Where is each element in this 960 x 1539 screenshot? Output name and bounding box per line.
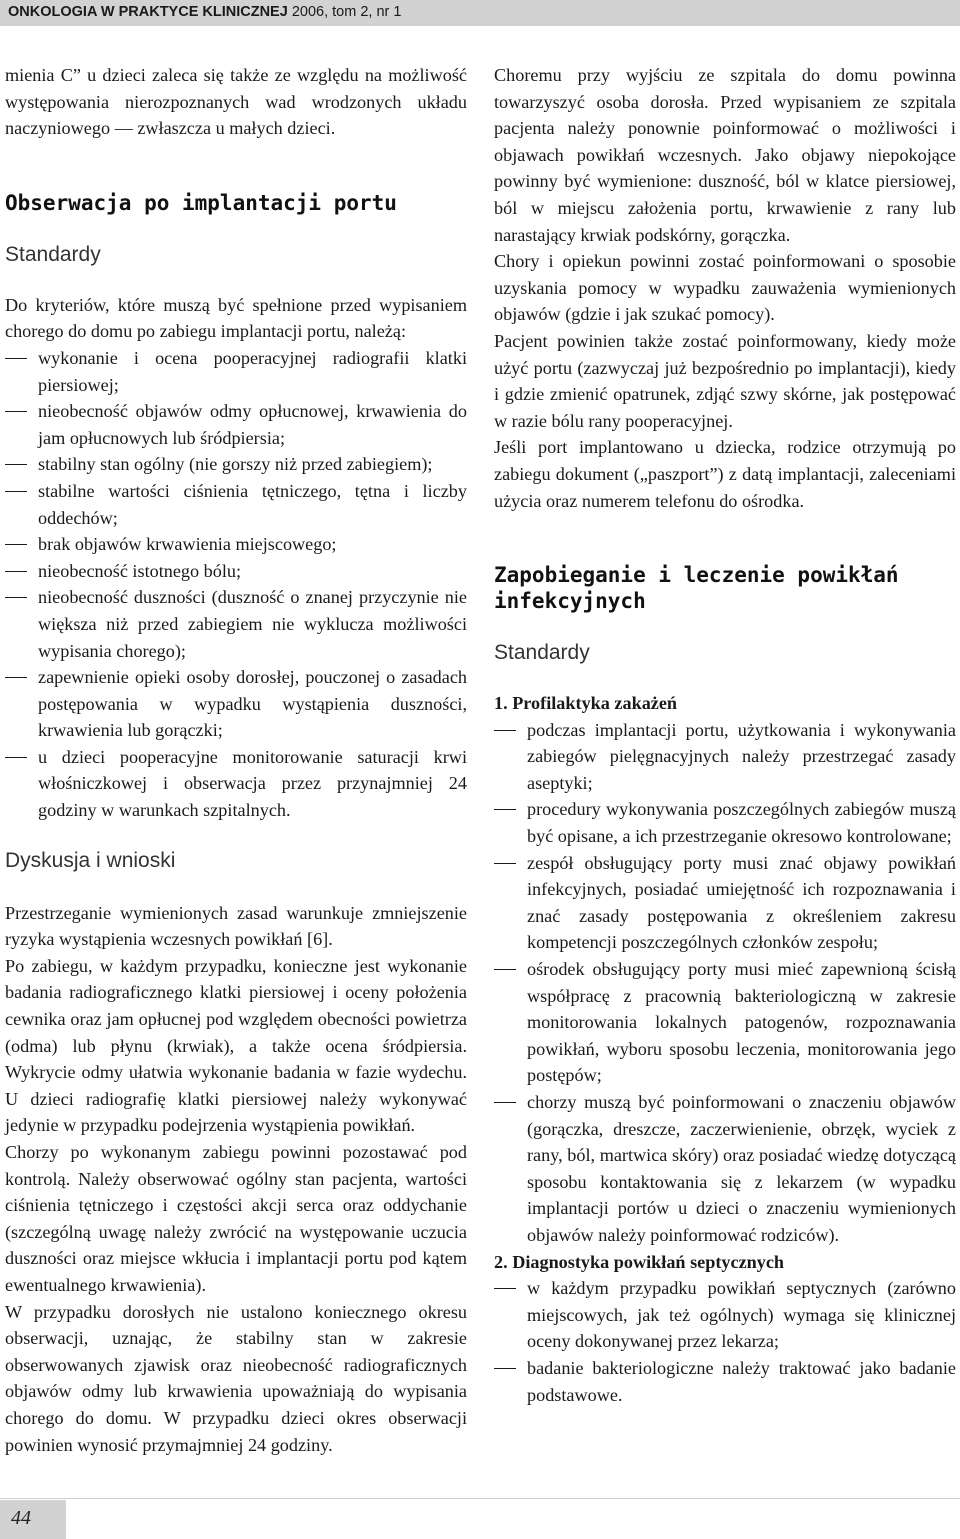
list-item: zespół obsługujący porty musi znać objawy powikłań infekcyjnych, posiadać umiejętność ich rozpoznawania i znać zasady postępowania z określeniem zakresu kompetencji poszczególnych członków zespołu; — [494, 850, 956, 956]
list-item: chorzy muszą być poinformowani o znaczeniu objawów (gorączka, dreszcze, zaczerwienienie, obrzęk, wyciek z rany, ból, martwica skóry) oraz posiadać wiedzę dotyczącą sposobu kontaktowania się z lekarzem (w wypadku implantacji portów u dzieci o znaczeniu wymienionych objawów należy poinformować rodziców). — [494, 1089, 956, 1249]
page-number: 44 — [11, 1507, 31, 1529]
criteria-list — [5, 345, 467, 824]
list-item: wykonanie i ocena pooperacyjnej radiografii klatki piersiowej; — [5, 345, 467, 398]
list-item: nieobecność duszności (duszność o znanej przyczynie nie większa niż przed zabiegiem nie wyklucza możliwości wypisania chorego); — [5, 584, 467, 664]
prevention-list — [494, 717, 956, 1249]
intro-paragraph: mienia C” u dzieci zaleca się także ze względu na możliwość występowania nierozpoznanych wad wrodzonych układu naczyniowego — zwłaszcza u małych dzieci. — [5, 65, 467, 139]
list-item: nieobecność objawów odmy opłucnowej, krwawienia do jam opłucnowych lub śródpiersia; — [5, 398, 467, 451]
body-paragraph: Jeśli port implantowano u dziecka, rodzice otrzymują po zabiegu dokument („paszport”) z datą implantacji, zaleceniami użycia oraz numerem telefonu do ośrodka. — [494, 437, 956, 511]
criteria-intro: Do kryteriów, które muszą być spełnione przed wypisaniem chorego do domu po zabiegu implantacji portu, należą: — [5, 294, 467, 342]
body-paragraph: Pacjent powinien także zostać poinformowany, kiedy może użyć portu (zazwyczaj już bezpośrednio po implantacji), kiedy i gdzie zmienić opatrunek, zdjąć szwy skórne, jak postępować w razie bólu rany pooperacyjnej. — [494, 330, 956, 431]
footer-divider — [0, 1498, 960, 1499]
list-item: podczas implantacji portu, użytkowania i wykonywania zabiegów pielęgnacyjnych należy przestrzegać zasady aseptyki; — [494, 717, 956, 797]
subheading-discussion: Dyskusja i wnioski — [5, 848, 176, 872]
right-column — [494, 62, 956, 1408]
journal-name: ONKOLOGIA W PRAKTYCE KLINICZNEJ — [8, 4, 288, 20]
list-item: badanie bakteriologiczne należy traktować jako badanie podstawowe. — [494, 1355, 956, 1408]
discussion-paragraph: Po zabiegu, w każdym przypadku, konieczne jest wykonanie badania radiograficznego klatki piersiowej i oceny położenia cewnika oraz jam opłucnej pod względem obecności powietrza (odma) lub płynu (krwiak), a także ocena śródpiersia. Wykrycie odmy ułatwia wykonanie badania w fazie wydechu. U dzieci radiografię klatki piersiowej należy wykonywać jedynie w przypadku podejrzenia wystąpienia powikłań. — [5, 955, 467, 1136]
discussion-paragraph: Chorzy po wykonanym zabiegu powinni pozostawać pod kontrolą. Należy obserwować ogólny stan pacjenta, wartości ciśnienia tętniczego i częstości akcji serca oraz oddychanie (szczególną uwagę należy zwrócić na występowanie uczucia duszności oraz miejsce wkłucia i implantacji portu pod kątem ewentualnego krwawienia). — [5, 1142, 467, 1295]
section-title-observation: Obserwacja po implantacji portu — [5, 190, 397, 215]
page-number-box — [0, 1500, 66, 1539]
left-column — [5, 62, 467, 1458]
list-title-prevention: 1. Profilaktyka zakażeń — [494, 693, 678, 714]
list-item: u dzieci pooperacyjne monitorowanie saturacji krwi włośniczkowej i obserwacja przez przynajmniej 24 godziny w warunkach szpitalnych. — [5, 744, 467, 824]
journal-header-bar — [0, 0, 960, 26]
journal-issue: 2006, tom 2, nr 1 — [291, 4, 402, 20]
list-title-diagnostics: 2. Diagnostyka powikłań septycznych — [494, 1251, 785, 1272]
list-item: stabilny stan ogólny (nie gorszy niż przed zabiegiem); — [5, 451, 467, 478]
discussion-paragraph: W przypadku dorosłych nie ustalono koniecznego okresu obserwacji, uznając, że stabilny stan w zakresie obserwowanych zjawisk oraz nieobecność radiograficznych objawów odmy lub krwawienia upoważniają do wypisania chorego do domu. W przypadku dzieci okres obserwacji powinien wynosić przymajmniej 24 godziny. — [5, 1301, 467, 1455]
list-item: brak objawów krwawienia miejscowego; — [5, 531, 467, 558]
subheading-standards: Standardy — [5, 242, 101, 266]
list-item: zapewnienie opieki osoby dorosłej, pouczonej o zasadach postępowania w wypadku wystąpienia duszności, krwawienia lub gorączki; — [5, 664, 467, 744]
list-item: nieobecność istotnego bólu; — [5, 558, 467, 585]
journal-header — [8, 4, 401, 20]
diagnostics-list — [494, 1275, 956, 1408]
list-item: w każdym przypadku powikłań septycznych (zarówno miejscowych, jak też ogólnych) wymaga się klinicznej oceny dokonywanej przez lekarza; — [494, 1275, 956, 1355]
list-item: ośrodek obsługujący porty musi mieć zapewnioną ścisłą współpracę z pracownią bakteriologiczną w zakresie monitorowania lokalnych patogenów, rozpoznawania powikłań, wyboru sposobu leczenia, monitorowania jego postępów; — [494, 956, 956, 1089]
subheading-standards: Standardy — [494, 641, 590, 665]
body-paragraph: Choremu przy wyjściu ze szpitala do domu powinna towarzyszyć osoba dorosła. Przed wypisaniem ze szpitala pacjenta należy ponownie poinformować o możliwości i objawach powikłań wczesnych. Jako objawy niepokojące powinny być wymienione: duszność, ból w klatce piersiowej, ból w miejscu założenia portu, krwawienie z rany lub narastający krwiak podskórny, gorączka. — [494, 65, 956, 245]
body-paragraph: Chory i opiekun powinni zostać poinformowani o sposobie uzyskania pomocy w wypadku zauważenia wymienionych objawów (gdzie i jak szukać pomocy). — [494, 251, 956, 325]
list-item: stabilne wartości ciśnienia tętniczego, tętna i liczby oddechów; — [5, 478, 467, 531]
list-item: procedury wykonywania poszczególnych zabiegów muszą być opisane, a ich przestrzeganie okresowo kontrolowane; — [494, 796, 956, 849]
section-title-infections: Zapobieganie i leczenie powikłań infekcyjnych — [494, 563, 899, 614]
discussion-paragraph: Przestrzeganie wymienionych zasad warunkuje zmniejszenie ryzyka wystąpienia wczesnych powikłań [6]. — [5, 902, 467, 950]
